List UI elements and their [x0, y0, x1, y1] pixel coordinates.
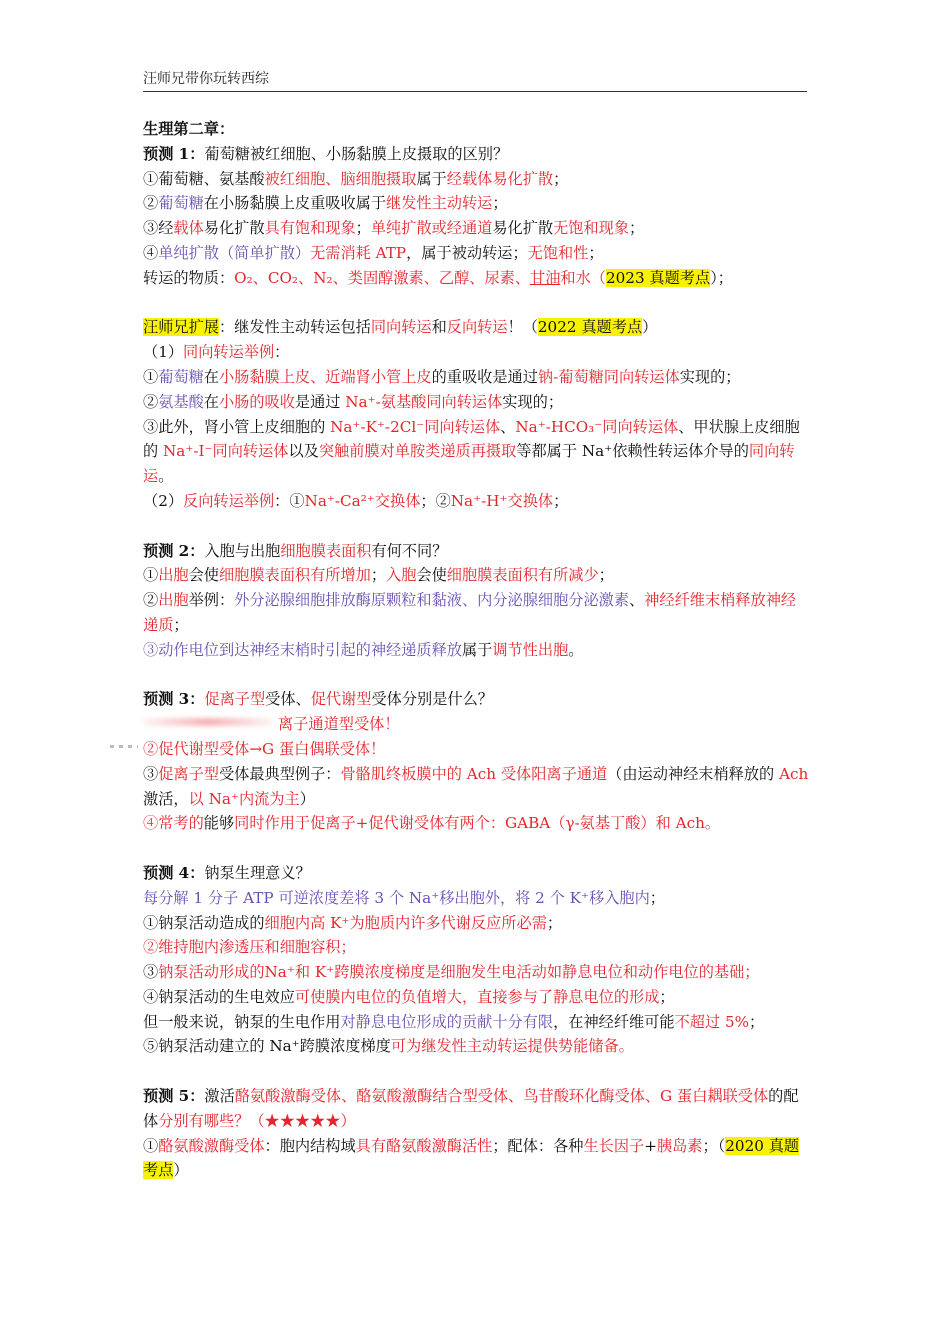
ext-label: 汪师兄扩展 [143, 318, 219, 337]
exam-badge-2022: 2022 真题考点 [537, 318, 643, 337]
q4-line4: ④钠泵活动的生电效应可使膜内电位的负值增大，直接参与了静息电位的形成； [143, 987, 675, 1006]
exam-badge-2023: 2023 真题考点 [605, 268, 711, 287]
ext-title: 汪师兄扩展：继发性主动转运包括同向转运和反向转运！（2022 真题考点） [143, 318, 658, 337]
ext-s2: （2）反向转运举例：①Na⁺-Ca²⁺交换体；②Na⁺-H⁺交换体； [143, 491, 569, 510]
q1-title: 预测 1：葡萄糖被红细胞、小肠黏膜上皮摄取的区别？ [143, 144, 509, 163]
q5-title: 预测 5：激活酪氨酸激酶受体、酪氨酸激酶结合型受体、鸟苷酸环化酶受体、G 蛋白耦联受体的配体分别有哪些？（★★★★★） [143, 1087, 799, 1130]
q4-line2: ②维持胞内渗透压和细胞容积； [143, 938, 356, 957]
q2-title: 预测 2：入胞与出胞细胞膜表面积有何不同？ [143, 541, 448, 560]
q3-line4: ④常考的能够同时作用于促离子+促代谢受体有两个：GABA（γ-氨基丁酸）和 Ach。 [143, 814, 721, 833]
header-title: 汪师兄带你玩转西综 [143, 71, 269, 87]
q1-line1: ①葡萄糖、氨基酸被红细胞、脑细胞摄取属于经载体易化扩散； [143, 169, 569, 188]
q4-title: 预测 4：钠泵生理意义？ [143, 863, 311, 882]
q2-line1: ①出胞会使细胞膜表面积有所增加；入胞会使细胞膜表面积有所减少； [143, 566, 614, 585]
q1-line5: 转运的物质：O₂、CO₂、N₂、类固醇激素、乙醇、尿素、甘油和水（2023 真题考点）； [143, 268, 733, 287]
exam-badge-2020: 2020 真题考点 [143, 1136, 800, 1180]
q4-line5: 但一般来说，钠泵的生电作用对静息电位形成的贡献十分有限，在神经纤维可能不超过 5%； [143, 1012, 765, 1031]
ext-s1b: ②氨基酸在小肠的吸收是通过 Na⁺-氨基酸同向转运体实现的； [143, 392, 564, 411]
q3-line2: ②促代谢型受体→G 蛋白偶联受体！ [143, 739, 386, 758]
q5-line1: ①酪氨酸激酶受体：胞内结构域具有酪氨酸激酶活性；配体：各种生长因子+胰岛素；（2020 真题考点） [143, 1136, 800, 1180]
q1-line4: ④单纯扩散（简单扩散）无需消耗 ATP，属于被动转运；无饱和性； [143, 243, 604, 262]
q4-line3: ③钠泵活动形成的Na⁺和 K⁺跨膜浓度梯度是细胞发生电活动如静息电位和动作电位的基础； [143, 963, 760, 982]
q3-line1: 离子通道型受体！ [143, 712, 811, 737]
q2-line3: ③动作电位到达神经末梢时引起的神经递质释放属于调节性出胞。 [143, 640, 584, 659]
q4-intro: 每分解 1 分子 ATP 可逆浓度差将 3 个 Na⁺移出胞外，将 2 个 K⁺移入胞内； [143, 888, 665, 907]
q1-line2: ②葡萄糖在小肠黏膜上皮重吸收属于继发性主动转运； [143, 194, 508, 213]
q4-line1: ①钠泵活动造成的细胞内高 K⁺为胞质内许多代谢反应所必需； [143, 913, 563, 932]
q4-line6: ⑤钠泵活动建立的 Na⁺跨膜浓度梯度可为继发性主动转运提供势能储备。 [143, 1037, 634, 1056]
document-body [143, 117, 811, 1183]
q1-line3: ③经载体易化扩散具有饱和现象；单纯扩散或经通道易化扩散无饱和现象； [143, 219, 645, 238]
page-header [143, 66, 807, 92]
margin-marks [110, 745, 138, 748]
q3-title: 预测 3：促离子型受体、促代谢型受体分别是什么？ [143, 690, 493, 709]
q2-line2: ②出胞举例：外分泌腺细胞排放酶原颗粒和黏液、内分泌腺细胞分泌激素、神经纤维末梢释放神经递质； [143, 591, 797, 634]
q1-label: 预测 1： [143, 144, 205, 163]
chapter-title: 生理第二章： [143, 120, 235, 138]
ext-s1c: ③此外，肾小管上皮细胞的 Na⁺-K⁺-2Cl⁻同向转运体、Na⁺-HCO₃⁻同向转运体、甲状腺上皮细胞的 Na⁺-I⁻同向转运体以及突触前膜对单胺类递质再摄取等都属于 Na⁺依赖性转运体介导的同向转运。 [143, 417, 800, 486]
ext-s1a: ①葡萄糖在小肠黏膜上皮、近端肾小管上皮的重吸收是通过钠-葡萄糖同向转运体实现的； [143, 367, 741, 386]
q3-line3: ③促离子型受体最典型例子：骨骼肌终板膜中的 Ach 受体阳离子通道（由运动神经末梢释放的 Ach 激活，以 Na⁺内流为主） [143, 764, 809, 808]
obscured-text [143, 718, 273, 726]
ext-s1: （1）同向转运举例： [143, 343, 290, 362]
